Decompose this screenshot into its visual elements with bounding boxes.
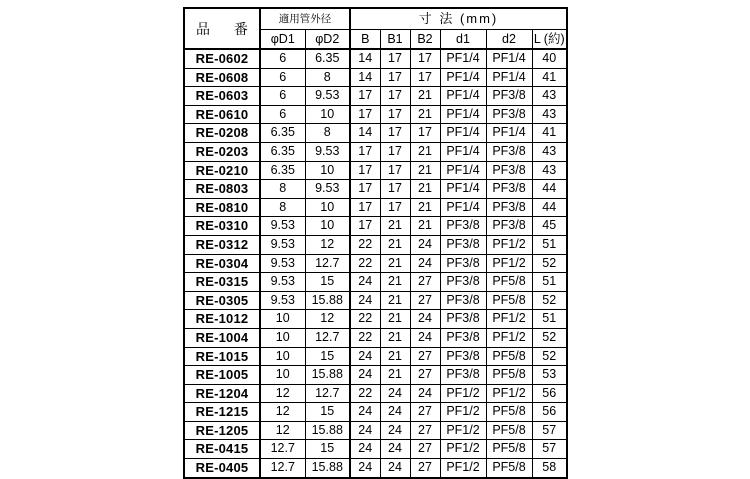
cell-dim-b1: 24 <box>380 403 410 422</box>
cell-thread-d1: PF1/4 <box>440 161 486 180</box>
cell-pipe-od-d2: 8 <box>305 124 350 143</box>
cell-thread-d2: PF1/2 <box>486 254 532 273</box>
cell-part-number: RE-1215 <box>184 403 260 422</box>
cell-pipe-od-d2: 15 <box>305 403 350 422</box>
table-row <box>184 49 567 68</box>
cell-dim-b1: 21 <box>380 347 410 366</box>
cell-dim-b1: 21 <box>380 328 410 347</box>
cell-pipe-od-d1: 10 <box>260 328 305 347</box>
cell-dim-b2: 24 <box>410 235 440 254</box>
cell-dim-b: 24 <box>350 347 380 366</box>
cell-dim-b2: 27 <box>410 366 440 385</box>
cell-length: 44 <box>532 180 567 199</box>
cell-dim-b2: 24 <box>410 254 440 273</box>
cell-thread-d2: PF3/8 <box>486 105 532 124</box>
cell-part-number: RE-0603 <box>184 87 260 106</box>
cell-pipe-od-d1: 8 <box>260 198 305 217</box>
cell-dim-b2: 24 <box>410 384 440 403</box>
cell-part-number: RE-0210 <box>184 161 260 180</box>
cell-length: 57 <box>532 440 567 459</box>
cell-dim-b1: 21 <box>380 217 410 236</box>
cell-pipe-od-d1: 9.53 <box>260 273 305 292</box>
table-row <box>184 421 567 440</box>
cell-pipe-od-d1: 12.7 <box>260 459 305 478</box>
cell-dim-b: 22 <box>350 310 380 329</box>
cell-pipe-od-d2: 12 <box>305 235 350 254</box>
cell-part-number: RE-1205 <box>184 421 260 440</box>
cell-pipe-od-d2: 9.53 <box>305 87 350 106</box>
cell-length: 43 <box>532 87 567 106</box>
cell-dim-b2: 27 <box>410 403 440 422</box>
table-row <box>184 273 567 292</box>
specification-table <box>183 7 568 479</box>
header-model: 品 番 <box>184 8 260 49</box>
cell-thread-d1: PF1/4 <box>440 49 486 68</box>
cell-thread-d2: PF1/4 <box>486 68 532 87</box>
cell-dim-b: 24 <box>350 291 380 310</box>
cell-part-number: RE-1012 <box>184 310 260 329</box>
cell-dim-b2: 27 <box>410 347 440 366</box>
cell-thread-d2: PF3/8 <box>486 142 532 161</box>
header-col-d1: φD1 <box>260 30 305 50</box>
cell-length: 41 <box>532 68 567 87</box>
table-row <box>184 235 567 254</box>
cell-thread-d1: PF3/8 <box>440 366 486 385</box>
cell-dim-b1: 17 <box>380 124 410 143</box>
cell-dim-b2: 21 <box>410 180 440 199</box>
table-row <box>184 87 567 106</box>
cell-length: 51 <box>532 235 567 254</box>
header-dimensions: 寸 法 (mm) <box>350 8 567 30</box>
cell-dim-b2: 17 <box>410 124 440 143</box>
cell-dim-b2: 21 <box>410 105 440 124</box>
cell-thread-d2: PF5/8 <box>486 459 532 478</box>
cell-length: 43 <box>532 161 567 180</box>
cell-dim-b2: 27 <box>410 459 440 478</box>
cell-pipe-od-d1: 6 <box>260 49 305 68</box>
cell-thread-d1: PF1/2 <box>440 421 486 440</box>
cell-dim-b: 17 <box>350 180 380 199</box>
header-col-length: L (約) <box>532 30 567 50</box>
table-body <box>184 49 567 478</box>
cell-pipe-od-d1: 6.35 <box>260 124 305 143</box>
cell-thread-d1: PF3/8 <box>440 254 486 273</box>
cell-part-number: RE-1004 <box>184 328 260 347</box>
header-col-b2: B2 <box>410 30 440 50</box>
cell-pipe-od-d2: 9.53 <box>305 142 350 161</box>
cell-dim-b1: 21 <box>380 235 410 254</box>
cell-part-number: RE-0304 <box>184 254 260 273</box>
cell-part-number: RE-1204 <box>184 384 260 403</box>
cell-pipe-od-d2: 12.7 <box>305 254 350 273</box>
cell-length: 45 <box>532 217 567 236</box>
cell-dim-b2: 17 <box>410 68 440 87</box>
cell-dim-b1: 24 <box>380 459 410 478</box>
cell-length: 52 <box>532 254 567 273</box>
cell-thread-d1: PF3/8 <box>440 347 486 366</box>
cell-dim-b: 22 <box>350 328 380 347</box>
cell-dim-b2: 21 <box>410 87 440 106</box>
cell-dim-b: 24 <box>350 459 380 478</box>
cell-length: 43 <box>532 142 567 161</box>
cell-thread-d2: PF3/8 <box>486 217 532 236</box>
cell-part-number: RE-0405 <box>184 459 260 478</box>
cell-thread-d2: PF1/2 <box>486 235 532 254</box>
cell-part-number: RE-1005 <box>184 366 260 385</box>
cell-dim-b: 17 <box>350 87 380 106</box>
table-row <box>184 310 567 329</box>
cell-dim-b2: 21 <box>410 161 440 180</box>
cell-pipe-od-d2: 15 <box>305 440 350 459</box>
cell-pipe-od-d1: 6 <box>260 68 305 87</box>
table-row <box>184 384 567 403</box>
cell-dim-b1: 17 <box>380 49 410 68</box>
cell-dim-b: 17 <box>350 105 380 124</box>
cell-pipe-od-d1: 9.53 <box>260 235 305 254</box>
cell-length: 51 <box>532 273 567 292</box>
cell-thread-d2: PF5/8 <box>486 347 532 366</box>
cell-dim-b: 17 <box>350 198 380 217</box>
cell-dim-b: 24 <box>350 440 380 459</box>
cell-dim-b: 17 <box>350 161 380 180</box>
table-row <box>184 105 567 124</box>
cell-length: 51 <box>532 310 567 329</box>
table-row <box>184 142 567 161</box>
cell-thread-d1: PF1/2 <box>440 440 486 459</box>
cell-dim-b2: 27 <box>410 440 440 459</box>
table-row <box>184 328 567 347</box>
cell-dim-b1: 21 <box>380 273 410 292</box>
header-col-d2: φD2 <box>305 30 350 50</box>
cell-pipe-od-d2: 15 <box>305 273 350 292</box>
cell-length: 56 <box>532 384 567 403</box>
cell-pipe-od-d1: 12 <box>260 421 305 440</box>
cell-thread-d2: PF5/8 <box>486 291 532 310</box>
cell-dim-b: 22 <box>350 384 380 403</box>
cell-part-number: RE-0315 <box>184 273 260 292</box>
cell-dim-b: 14 <box>350 124 380 143</box>
cell-dim-b: 22 <box>350 235 380 254</box>
cell-dim-b1: 17 <box>380 180 410 199</box>
cell-dim-b2: 21 <box>410 142 440 161</box>
cell-pipe-od-d1: 6 <box>260 105 305 124</box>
cell-pipe-od-d1: 10 <box>260 310 305 329</box>
cell-pipe-od-d2: 15 <box>305 347 350 366</box>
cell-dim-b2: 24 <box>410 310 440 329</box>
cell-thread-d1: PF1/4 <box>440 87 486 106</box>
cell-length: 58 <box>532 459 567 478</box>
cell-thread-d2: PF5/8 <box>486 403 532 422</box>
cell-thread-d2: PF5/8 <box>486 440 532 459</box>
cell-pipe-od-d1: 9.53 <box>260 291 305 310</box>
cell-dim-b2: 27 <box>410 291 440 310</box>
cell-dim-b1: 17 <box>380 161 410 180</box>
cell-length: 57 <box>532 421 567 440</box>
cell-part-number: RE-0608 <box>184 68 260 87</box>
table-row <box>184 366 567 385</box>
cell-pipe-od-d2: 10 <box>305 105 350 124</box>
cell-part-number: RE-0415 <box>184 440 260 459</box>
header-col-b1: B1 <box>380 30 410 50</box>
cell-length: 52 <box>532 347 567 366</box>
cell-dim-b2: 17 <box>410 49 440 68</box>
cell-dim-b1: 21 <box>380 310 410 329</box>
cell-dim-b: 17 <box>350 142 380 161</box>
cell-pipe-od-d1: 6.35 <box>260 142 305 161</box>
cell-dim-b: 14 <box>350 49 380 68</box>
cell-dim-b1: 17 <box>380 105 410 124</box>
cell-thread-d2: PF3/8 <box>486 87 532 106</box>
cell-dim-b2: 27 <box>410 421 440 440</box>
cell-thread-d1: PF1/4 <box>440 180 486 199</box>
cell-thread-d2: PF1/4 <box>486 124 532 143</box>
cell-pipe-od-d2: 6.35 <box>305 49 350 68</box>
cell-pipe-od-d2: 9.53 <box>305 180 350 199</box>
table-row <box>184 440 567 459</box>
header-row-primary <box>184 8 567 30</box>
cell-thread-d1: PF3/8 <box>440 310 486 329</box>
cell-pipe-od-d2: 10 <box>305 198 350 217</box>
cell-pipe-od-d2: 15.88 <box>305 459 350 478</box>
cell-dim-b1: 17 <box>380 68 410 87</box>
cell-dim-b1: 24 <box>380 440 410 459</box>
cell-part-number: RE-0810 <box>184 198 260 217</box>
cell-dim-b2: 21 <box>410 198 440 217</box>
cell-pipe-od-d2: 15.88 <box>305 366 350 385</box>
cell-dim-b2: 21 <box>410 217 440 236</box>
cell-thread-d2: PF5/8 <box>486 366 532 385</box>
cell-thread-d1: PF3/8 <box>440 235 486 254</box>
table-row <box>184 347 567 366</box>
table-row <box>184 254 567 273</box>
cell-part-number: RE-0305 <box>184 291 260 310</box>
cell-length: 52 <box>532 291 567 310</box>
cell-pipe-od-d1: 6.35 <box>260 161 305 180</box>
cell-dim-b: 24 <box>350 421 380 440</box>
cell-thread-d1: PF1/2 <box>440 403 486 422</box>
cell-pipe-od-d1: 9.53 <box>260 217 305 236</box>
cell-length: 52 <box>532 328 567 347</box>
cell-pipe-od-d2: 8 <box>305 68 350 87</box>
table-row <box>184 217 567 236</box>
cell-dim-b1: 24 <box>380 421 410 440</box>
cell-part-number: RE-0610 <box>184 105 260 124</box>
header-pipe-od: 適用管外径 <box>260 8 350 30</box>
cell-thread-d1: PF1/4 <box>440 124 486 143</box>
cell-thread-d1: PF3/8 <box>440 328 486 347</box>
cell-pipe-od-d2: 10 <box>305 161 350 180</box>
cell-dim-b: 24 <box>350 273 380 292</box>
cell-dim-b: 24 <box>350 403 380 422</box>
table-row <box>184 68 567 87</box>
cell-thread-d1: PF3/8 <box>440 217 486 236</box>
cell-pipe-od-d2: 12 <box>305 310 350 329</box>
table-row <box>184 291 567 310</box>
cell-thread-d2: PF3/8 <box>486 180 532 199</box>
cell-length: 41 <box>532 124 567 143</box>
header-col-d2-thread: d2 <box>486 30 532 50</box>
cell-thread-d2: PF1/2 <box>486 310 532 329</box>
cell-thread-d1: PF1/2 <box>440 384 486 403</box>
cell-part-number: RE-0602 <box>184 49 260 68</box>
cell-dim-b2: 24 <box>410 328 440 347</box>
cell-dim-b1: 24 <box>380 384 410 403</box>
cell-pipe-od-d1: 12.7 <box>260 440 305 459</box>
cell-part-number: RE-0208 <box>184 124 260 143</box>
cell-dim-b1: 17 <box>380 198 410 217</box>
cell-pipe-od-d1: 12 <box>260 384 305 403</box>
table-row <box>184 198 567 217</box>
cell-dim-b2: 27 <box>410 273 440 292</box>
cell-pipe-od-d1: 12 <box>260 403 305 422</box>
cell-dim-b1: 21 <box>380 254 410 273</box>
cell-thread-d2: PF5/8 <box>486 421 532 440</box>
cell-pipe-od-d2: 15.88 <box>305 291 350 310</box>
cell-pipe-od-d2: 15.88 <box>305 421 350 440</box>
cell-thread-d2: PF5/8 <box>486 273 532 292</box>
cell-pipe-od-d1: 6 <box>260 87 305 106</box>
cell-dim-b1: 21 <box>380 366 410 385</box>
cell-pipe-od-d1: 8 <box>260 180 305 199</box>
cell-thread-d1: PF1/4 <box>440 198 486 217</box>
cell-thread-d2: PF1/2 <box>486 328 532 347</box>
cell-dim-b: 14 <box>350 68 380 87</box>
cell-part-number: RE-0203 <box>184 142 260 161</box>
cell-length: 40 <box>532 49 567 68</box>
cell-length: 53 <box>532 366 567 385</box>
cell-length: 43 <box>532 105 567 124</box>
cell-pipe-od-d2: 12.7 <box>305 328 350 347</box>
cell-thread-d2: PF1/4 <box>486 49 532 68</box>
cell-part-number: RE-0803 <box>184 180 260 199</box>
cell-pipe-od-d1: 10 <box>260 366 305 385</box>
cell-length: 44 <box>532 198 567 217</box>
cell-dim-b1: 17 <box>380 142 410 161</box>
cell-part-number: RE-0310 <box>184 217 260 236</box>
cell-pipe-od-d1: 9.53 <box>260 254 305 273</box>
cell-thread-d2: PF1/2 <box>486 384 532 403</box>
cell-thread-d1: PF1/4 <box>440 105 486 124</box>
cell-dim-b1: 17 <box>380 87 410 106</box>
cell-pipe-od-d1: 10 <box>260 347 305 366</box>
table-row <box>184 124 567 143</box>
cell-thread-d1: PF1/2 <box>440 459 486 478</box>
table-row <box>184 161 567 180</box>
table-row <box>184 403 567 422</box>
cell-dim-b1: 21 <box>380 291 410 310</box>
cell-dim-b: 22 <box>350 254 380 273</box>
cell-thread-d1: PF3/8 <box>440 291 486 310</box>
header-col-d1-thread: d1 <box>440 30 486 50</box>
cell-thread-d1: PF1/4 <box>440 68 486 87</box>
cell-length: 56 <box>532 403 567 422</box>
cell-part-number: RE-0312 <box>184 235 260 254</box>
cell-thread-d1: PF1/4 <box>440 142 486 161</box>
cell-dim-b: 17 <box>350 217 380 236</box>
cell-pipe-od-d2: 10 <box>305 217 350 236</box>
header-col-b: B <box>350 30 380 50</box>
cell-part-number: RE-1015 <box>184 347 260 366</box>
table-row <box>184 180 567 199</box>
table-row <box>184 459 567 478</box>
cell-dim-b: 24 <box>350 366 380 385</box>
cell-thread-d2: PF3/8 <box>486 198 532 217</box>
cell-pipe-od-d2: 12.7 <box>305 384 350 403</box>
cell-thread-d2: PF3/8 <box>486 161 532 180</box>
cell-thread-d1: PF3/8 <box>440 273 486 292</box>
